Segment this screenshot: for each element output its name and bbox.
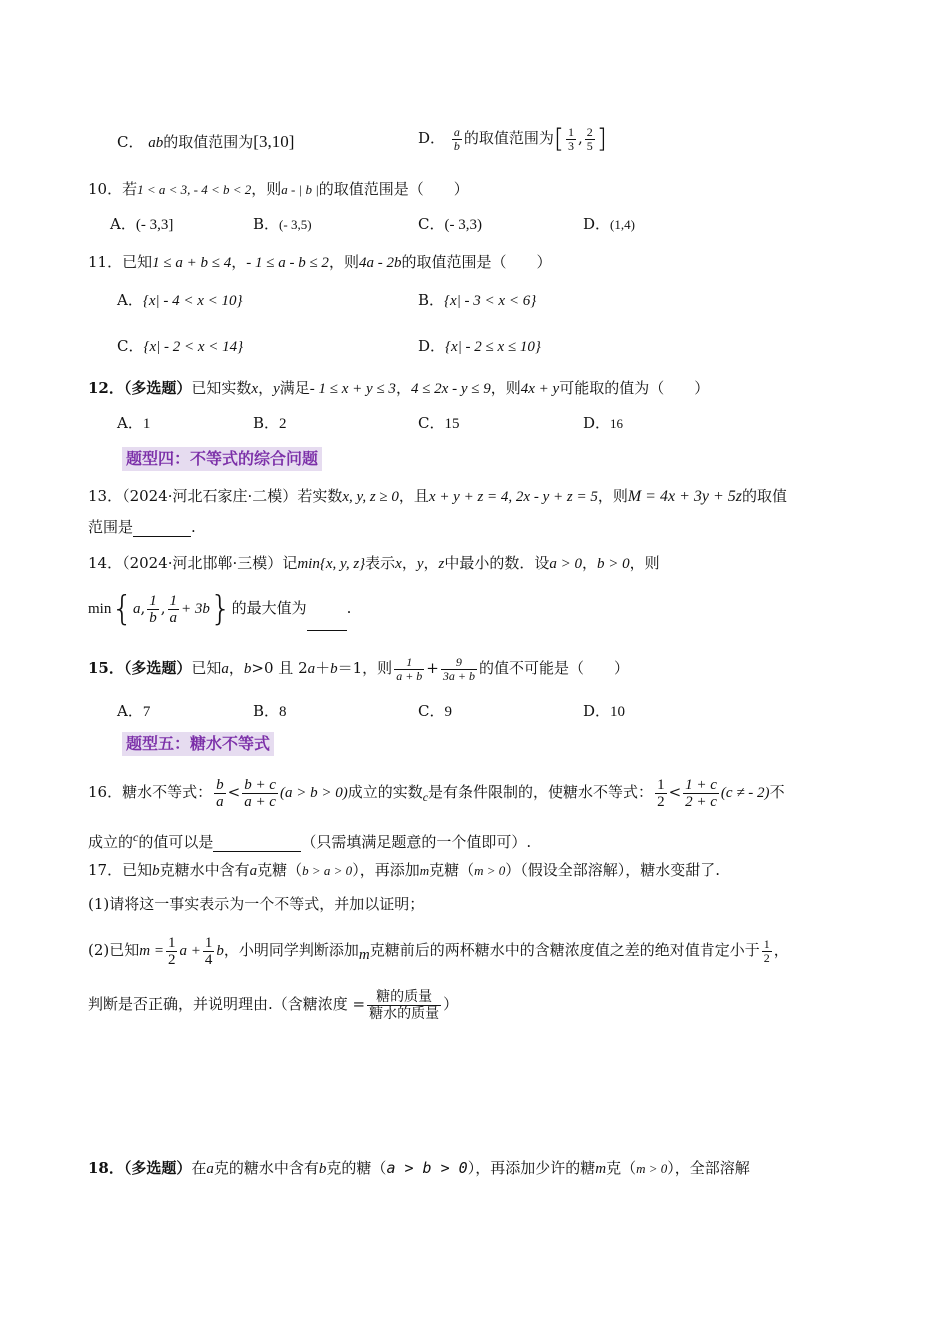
text-span: b + c [244,776,276,793]
text-span: ，小明同学判断添加 [223,941,359,959]
text-span: ， [395,379,411,397]
text-span: 15． [88,659,124,677]
text-span: 表示 [365,554,396,572]
text-span: （2024·河北邯郸·三模） [122,554,283,572]
fraction [762,938,772,965]
text-span: y [416,556,424,572]
text-span: a [169,609,178,626]
text-span: B． [253,215,280,233]
text-span: ， [258,379,274,397]
text-span: 17． [88,861,123,879]
text-span: 1 [169,592,178,609]
fraction [166,935,178,968]
text-span: a [132,601,141,617]
fraction [203,935,215,968]
text-span: c [133,830,139,844]
math-var: ab [148,135,164,151]
text-span: D． [418,337,446,355]
text-span: x, y, z ≥ 0 [342,489,399,505]
text-span: M = 4x + 3y + 5z [627,488,742,505]
text-span: ， [423,554,439,572]
question-17-part2 [88,928,789,977]
text-span: 成立的实数 [347,783,423,801]
fraction [683,777,719,810]
text-span: 13． [88,487,123,505]
text-span: 2 [586,124,593,139]
text-span: (- 3,5) [279,217,312,232]
text-span: 15 [444,416,460,432]
text-span: B． [253,414,280,432]
fraction [147,593,159,626]
text-span: （2024·河北石家庄·二模） [122,487,298,505]
q12-option-a[interactable] [117,413,150,434]
text-span: A． [110,215,136,233]
text-span: 10． [88,180,123,198]
answer-blank[interactable] [213,835,301,852]
text-span: 2 [763,950,770,965]
text-span: ），再添加少许的糖 [467,1159,596,1177]
text-span: （多选题） [123,1159,192,1177]
text-span: 是有条件限制的，使糖水不等式： [428,783,654,801]
text-span: ） [443,995,459,1013]
option-text: 的取值范围为 [163,133,254,151]
fraction [214,777,226,810]
text-span: a [221,661,229,677]
answer-blank[interactable] [133,520,191,537]
text-span: 12． [88,379,124,397]
text-span: ，则 [597,487,628,505]
text-span: b [216,776,224,793]
text-span: 的取值范围是（ ） [401,253,552,271]
text-span: 中最小的数．设 [444,554,550,572]
text-span: 的值可以是 [138,833,214,851]
text-span: ，则 [490,379,521,397]
text-span: C． [117,337,144,355]
text-span: a [216,793,224,810]
question-13 [88,486,787,507]
text-span: (c ≠ - 2) [720,785,770,801]
text-span: 可能取的值为（ ） [559,379,710,397]
text-span: (- 3,3) [444,217,482,233]
text-span: z [438,556,445,572]
math-range: [3,10] [253,132,295,151]
text-span: 克糖水中含有 [159,861,250,879]
text-span: a > 0 [549,556,583,572]
text-span: 2 [279,416,287,432]
text-span: 不 [769,783,785,801]
question-12 [88,378,709,399]
text-span: - 1 ≤ a - b ≤ 2 [246,255,329,271]
text-span: 若实数 [297,487,343,505]
question-14 [88,553,660,574]
q15-option-a[interactable] [117,701,150,722]
text-span: y [273,381,280,397]
text-span: m [595,1161,607,1177]
fraction [168,593,180,626]
text-span: 2 [657,793,665,810]
fraction [242,777,278,810]
text-span: x + y + z = 4, 2x - y + z = 5 [428,489,598,505]
text-span: 11． [88,253,123,271]
text-span: A． [117,702,143,720]
text-span: 克（ [606,1159,637,1177]
fraction [585,126,595,153]
section-heading-5: 题型五：糖水不等式 [122,732,274,756]
text-span: m [419,863,430,878]
text-span: (1,4) [610,217,635,232]
text-span: 1 + c [685,776,717,793]
option-label: D． [418,129,446,147]
text-span: 4 ≤ 2x - y ≤ 9 [410,381,491,397]
text-span: （只需填满足题意的一个值即可）. [301,833,532,851]
text-span: 已知 [122,861,153,879]
text-span: 1 [394,656,424,670]
text-span: m > 0 [636,1161,668,1176]
text-span: C． [418,215,445,233]
text-span: 满足 [279,379,310,397]
text-span: 4 [204,951,213,968]
text-span: ＝1，则 [337,659,393,677]
text-span: ）（假设全部溶解），糖水变甜了. [505,861,721,879]
text-span: 2 [167,951,176,968]
text-span: c [422,790,429,804]
q15-option-b[interactable] [253,701,287,722]
text-span: 3 [567,138,574,153]
text-span: a - | b | [281,182,319,197]
text-span: 4x + y [520,381,560,397]
text-span: 已知 [191,659,222,677]
text-span: b [152,863,160,879]
q11-option-d[interactable] [418,336,541,357]
text-span: 糖水不等式： [122,783,213,801]
text-span: 9 [441,656,477,670]
text-span: 克的糖水中含有 [213,1159,319,1177]
fraction [367,989,441,1022]
text-span: 的值不可能是（ ） [478,659,629,677]
text-span: 8 [279,704,287,720]
text-span: {x| - 2 < x < 14} [143,339,244,355]
fraction [441,656,477,683]
text-span: 糖水的质量 [369,1005,440,1022]
text-span: (a > b > 0) [279,785,348,801]
q9-option-d[interactable] [418,118,607,159]
text-span: 1 [567,124,574,139]
question-10 [88,179,469,200]
text-span: 已知实数 [191,379,252,397]
text-span: 克糖（ [257,861,303,879]
text-span: x [251,381,259,397]
text-span: - 1 ≤ x + y ≤ 3 [309,381,396,397]
text-span: b > a > 0 [302,863,353,878]
text-span: 16 [610,416,624,431]
text-span: 18． [88,1159,124,1177]
q10-option-a[interactable] [110,214,173,235]
text-span: 1 < a < 3, - 4 < b < 2 [137,182,252,197]
text-span: D． [583,702,611,720]
q15-option-d[interactable] [583,701,625,722]
text-span: ， [401,554,417,572]
text-span: 9 [444,704,452,720]
text-span: 克糖（ [429,861,475,879]
question-11 [88,252,551,273]
text-span: m = [139,943,164,959]
text-span: 的取值范围是（ ） [318,180,469,198]
text-span: b [243,661,252,677]
text-span: C． [418,414,445,432]
text-span: ），再添加 [352,861,420,879]
question-13-line2 [88,517,196,537]
q10-option-b[interactable] [253,214,312,235]
text-span: x [395,556,402,572]
text-span: 16． [88,783,123,801]
text-span: 已知 [122,253,153,271]
text-span: 若 [122,180,138,198]
text-span: {x| - 4 < x < 10} [142,293,243,309]
text-span: 4a - 2b [358,255,402,271]
text-span: } [209,589,232,629]
text-span: 14． [88,554,123,572]
text-span: 克糖前后的两杯糖水中的含糖浓度值之差的绝对值肯定小于 [369,941,760,959]
text-span: a > b > 0 [386,1159,468,1177]
text-span: m > 0 [474,863,506,878]
text-span: A． [117,414,143,432]
section-heading-4: 题型四：不等式的综合问题 [122,447,322,471]
text-span: 判断是否正确，并说明理由.（ [88,995,288,1013]
text-span: min{x, y, z} [297,556,366,572]
text-span: . [191,518,196,536]
text-span: 在 [191,1159,207,1177]
question-16 [88,770,785,819]
fraction [566,126,576,153]
text-span: 5 [586,138,593,153]
text-span: + 3b [181,601,210,617]
text-span: B． [418,291,445,309]
bracket-close: ] [596,124,607,154]
text-span: A． [117,291,143,309]
fraction [452,126,462,153]
text-span: b [149,609,157,626]
q12-option-c[interactable] [418,413,459,434]
text-span: 克的糖（ [326,1159,387,1177]
text-span: 的取值 [742,487,788,505]
text-span: min [88,601,112,617]
question-15 [88,648,629,689]
text-span: ， [773,941,789,959]
text-span: a [206,1161,214,1177]
text-span: 的最大值为 [231,599,307,617]
text-span: >0 且 2 [251,659,308,677]
text-span: m [358,947,370,963]
text-span: a [249,863,258,879]
text-span: ， [231,253,247,271]
text-span: 2 + c [685,793,717,810]
text-span: 糖的质量 [367,989,441,1006]
text-span: 3a + b [442,668,475,683]
text-span: D． [583,414,611,432]
text-span: 1 [763,936,770,951]
text-span: 记 [282,554,298,572]
answer-blank[interactable] [307,614,347,631]
comma: , [577,129,583,147]
text-span: b [318,1161,327,1177]
text-span: （多选题） [123,379,192,397]
fraction [655,777,667,810]
text-span: ，且 [398,487,429,505]
text-span: 1 [167,934,176,951]
text-span: 10 [610,704,626,720]
text-span: ），全部溶解 [667,1159,750,1177]
text-span: B． [253,702,280,720]
question-18 [88,1158,750,1179]
text-span: + [426,659,439,677]
text-span: 范围是 [88,518,134,536]
q10-option-d[interactable] [583,214,635,235]
text-span: 7 [142,704,151,720]
question-17 [88,860,720,881]
text-span: < [227,783,241,801]
text-span: ，则 [328,253,359,271]
q11-option-a[interactable] [117,290,243,311]
question-17-part2-line2 [88,982,458,1026]
text-span: 1 [657,776,665,793]
text-span: a + [179,943,201,959]
option-text: 的取值范围为 [463,129,554,147]
q12-option-b[interactable] [253,413,287,434]
text-span: {x| - 3 < x < 6} [444,293,537,309]
text-span: ，则 [251,180,282,198]
question-14-line2: min{a, $\frac{1}{b}$ , $\frac{1}{a}$ + 3b}的最大值为 . [88,589,352,629]
text-span: { [111,589,133,629]
option-label: C． [117,133,144,151]
text-span: b > 0 [597,556,630,572]
text-span: a + b [396,668,423,683]
text-span: b [453,138,460,153]
q11-option-b[interactable] [418,290,536,311]
q15-option-c[interactable] [418,701,452,722]
q9-option-c[interactable] [117,132,294,153]
text-span: C． [418,702,445,720]
text-span: ，则 [629,554,660,572]
text-span: 1 [142,416,151,432]
text-span: b [330,661,338,677]
text-span: < [668,783,682,801]
text-span: a + c [244,793,276,810]
text-span: ＋ [315,659,331,677]
text-span: （多选题） [123,659,192,677]
text-span: D． [583,215,611,233]
text-span: {x| - 2 ≤ x ≤ 10} [445,339,541,355]
text-span: 成立的 [88,833,134,851]
bracket-open: [ [553,124,564,154]
q11-option-c[interactable] [117,336,243,357]
text-span: (- 3,3] [135,217,174,233]
text-span: ， [582,554,598,572]
q12-option-d[interactable] [583,413,623,434]
text-span: b [216,943,224,959]
question-17-part1: (1)请将这一事实表示为一个不等式，并加以证明； [88,895,425,913]
question-16-line2 [88,827,531,852]
fraction [394,656,424,683]
q10-option-c[interactable] [418,214,482,235]
text-span: 含糖浓度 = [287,995,366,1013]
text-span: ， [228,659,244,677]
text-span: . [346,599,352,617]
text-span: a [307,661,316,677]
text-span: 1 [149,592,157,609]
text-span: (2)已知 [88,941,140,959]
text-span: 1 ≤ a + b ≤ 4 [152,255,232,271]
text-span: a [453,124,460,139]
text-span: 1 [204,934,213,951]
